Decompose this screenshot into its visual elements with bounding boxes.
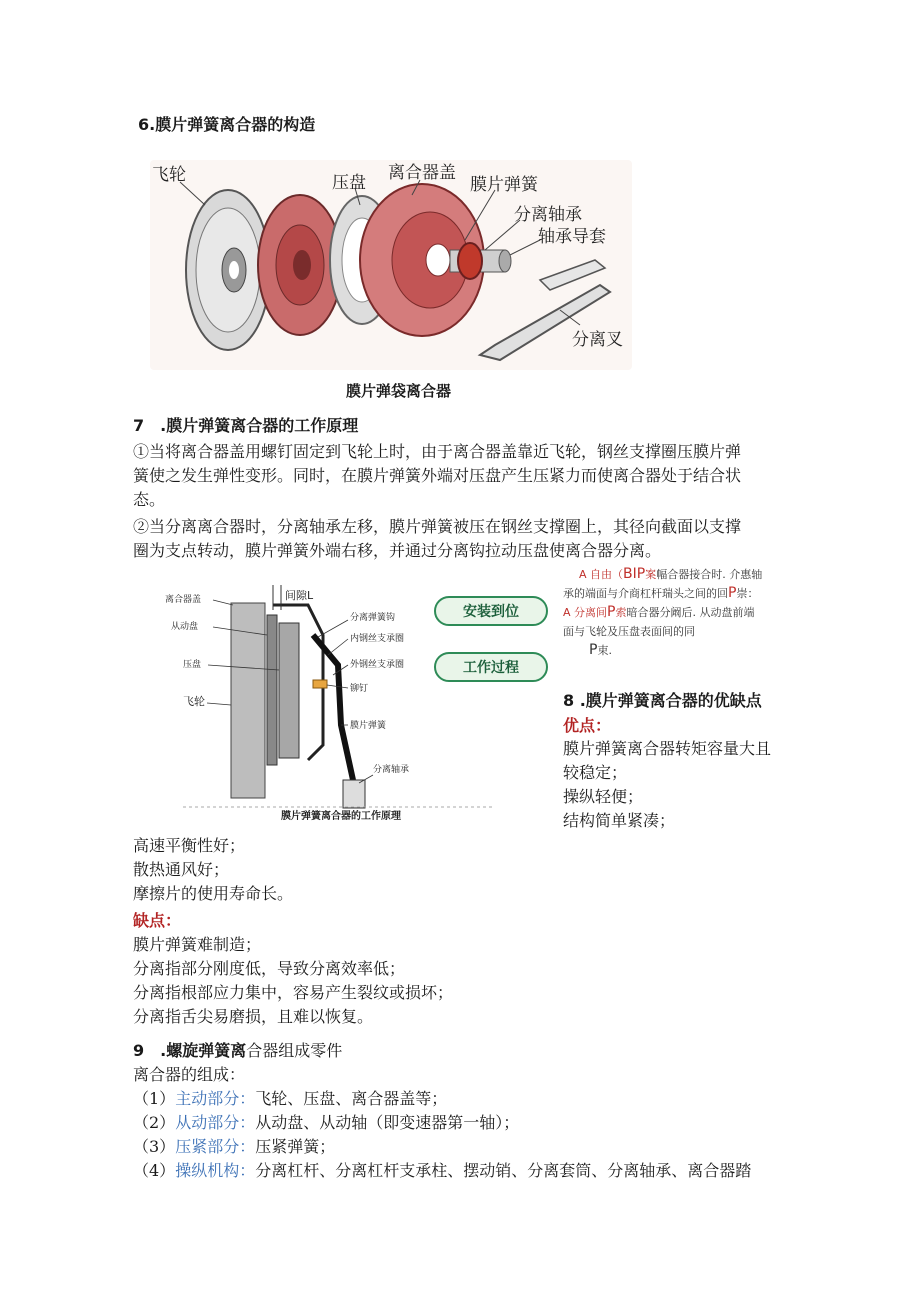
section-9-title-bold: 9 .螺旋弹簧离 <box>133 1041 247 1060</box>
section-9-title <box>133 1038 342 1061</box>
note-text: A 分离间 <box>563 606 608 619</box>
item-key: 操纵机构： <box>175 1161 256 1180</box>
working-principle-illustration <box>163 575 550 825</box>
note-text: P <box>607 604 616 620</box>
working-principle-figure <box>163 575 550 825</box>
item-number: （1） <box>133 1089 176 1108</box>
item-key: 从动部分： <box>175 1113 256 1132</box>
fig2-caption: 膜片弹簧离合器的工作原理 <box>281 811 401 822</box>
note-text: 暗合器分阚后. 从动盘前端 <box>626 606 755 619</box>
text-line: ②当分离离合器时，分离轴承左移，膜片弹簧被压在钢丝支撑圈上，其径向截面以支撑 <box>133 517 742 536</box>
cons-item: 分离指根部应力集中，容易产生裂纹或损坏； <box>133 983 454 1002</box>
label-release-bearing: 分离轴承 <box>514 205 582 225</box>
fig2-label-hook: 分离弹簧钩 <box>350 613 396 623</box>
note-text: 案 <box>645 568 657 581</box>
label-pressure-plate: 压盘 <box>332 173 366 193</box>
install-button-label: 安装到位 <box>463 604 519 620</box>
note-text: P <box>589 642 598 658</box>
pros-item: 膜片弹簧离合器转矩容量大且 <box>563 739 772 758</box>
label-release-fork: 分离叉 <box>572 330 623 350</box>
cons-label: 缺点： <box>133 911 182 930</box>
section-7-paragraph-1 <box>133 440 793 512</box>
item-value: 从动盘、从动轴（即变速器第一轴）； <box>255 1113 520 1132</box>
item-number: （4） <box>133 1161 176 1180</box>
note-text: P <box>728 585 737 601</box>
note-text: 索 <box>615 606 627 619</box>
label-diaphragm-spring: 膜片弹簧 <box>470 175 538 195</box>
pros-label: 优点： <box>563 716 612 735</box>
text-line: 态。 <box>133 490 166 509</box>
fig2-label-outer-ring: 外钢丝支承圈 <box>350 660 405 670</box>
pros-item: 散热通风好； <box>133 860 230 879</box>
section-9-title-rest: 合器组成零件 <box>246 1041 343 1060</box>
clutch-exploded-figure <box>150 160 632 370</box>
component-item <box>133 1111 793 1135</box>
pros-item: 摩擦片的使用寿命长。 <box>133 884 294 903</box>
item-key: 压紧部分： <box>175 1137 256 1156</box>
pros-item: 高速平衡性好； <box>133 836 246 855</box>
item-key: 主动部分： <box>175 1089 256 1108</box>
note-text: 束. <box>597 644 612 657</box>
item-value: 飞轮、压盘、离合器盖等； <box>255 1089 448 1108</box>
item-value: 分离杠杆、分离杠杆支承柱、摆动销、分离套筒、分离轴承、离合器踏 <box>255 1161 752 1180</box>
cons-list <box>133 933 773 1029</box>
section-8-title: 8 .膜片弹簧离合器的优缺点 <box>563 691 762 710</box>
pros-item: 结构简单紧凑； <box>563 811 676 830</box>
fig2-label-bearing: 分离轴承 <box>373 765 410 775</box>
item-value: 压紧弹簧； <box>255 1137 336 1156</box>
section-6-title: 6.膜片弹簧离合器的构造 <box>138 115 316 134</box>
note-line <box>563 565 793 584</box>
section-7-title: 7 .膜片弹簧离合器的工作原理 <box>133 416 359 435</box>
note-text: 幅合器接合时. 介惠轴 <box>656 568 763 581</box>
side-note <box>563 565 793 660</box>
label-clutch-cover: 离合器盖 <box>388 163 456 183</box>
text-line: 圈为支点转动，膜片弹簧外端右移，并通过分离钩拉动压盘使离合器分离。 <box>133 541 662 560</box>
text-line: 簧使之发生弹性变形。同时，在膜片弹簧外端对压盘产生压紧力而使离合器处于结合状 <box>133 466 742 485</box>
clutch-exploded-illustration <box>150 160 632 370</box>
note-line <box>563 641 793 660</box>
item-number: （3） <box>133 1137 176 1156</box>
work-process-button-label: 工作过程 <box>463 660 519 676</box>
fig2-label-driven: 从动盘 <box>171 622 199 632</box>
label-flywheel: 飞轮 <box>152 165 186 185</box>
pros-list-left <box>133 834 773 906</box>
components-list <box>133 1087 793 1183</box>
pros-item: 操纵轻便； <box>563 787 644 806</box>
fig2-label-inner-ring: 内钢丝支承圈 <box>350 634 405 644</box>
section-7-paragraph-2 <box>133 515 793 563</box>
fig2-label-cover: 离合器盖 <box>165 595 202 605</box>
cons-item: 分离指舌尖易磨损，且难以恢复。 <box>133 1007 374 1026</box>
pros-list-right <box>563 737 793 833</box>
note-line <box>563 584 793 603</box>
work-process-button[interactable] <box>435 653 547 681</box>
pros-item: 较稳定； <box>563 763 628 782</box>
fig2-label-diaphragm: 膜片弹簧 <box>350 721 387 731</box>
fig2-label-rivet: 铆钉 <box>350 684 369 694</box>
note-line: 面与飞轮及压盘表面间的同 <box>563 625 695 638</box>
label-bearing-sleeve: 轴承导套 <box>538 227 606 247</box>
text-line: ①当将离合器盖用螺钉固定到飞轮上时，由于离合器盖靠近飞轮，钢丝支撑圈压膜片弹 <box>133 442 742 461</box>
component-item <box>133 1087 793 1111</box>
cons-item: 分离指部分刚度低，导致分离效率低； <box>133 959 406 978</box>
note-line <box>563 603 793 622</box>
section-9-intro: 离合器的组成： <box>133 1065 246 1084</box>
install-button[interactable] <box>435 597 547 625</box>
fig2-label-flywheel: 飞轮 <box>183 695 205 708</box>
fig2-label-pressure: 压盘 <box>183 660 202 670</box>
figure-1-caption: 膜片弹袋离合器 <box>346 382 452 400</box>
fig2-label-gap: 间隙L <box>285 589 314 602</box>
note-text: A 自由（ <box>579 568 624 581</box>
note-text: BIP <box>623 566 646 582</box>
component-item <box>133 1159 793 1183</box>
note-text: 崇： <box>736 587 759 600</box>
cons-item: 膜片弹簧难制造； <box>133 935 262 954</box>
note-text: 承的端面与介商杠杆瑞头之间的回 <box>563 587 728 600</box>
item-number: （2） <box>133 1113 176 1132</box>
component-item <box>133 1135 793 1159</box>
